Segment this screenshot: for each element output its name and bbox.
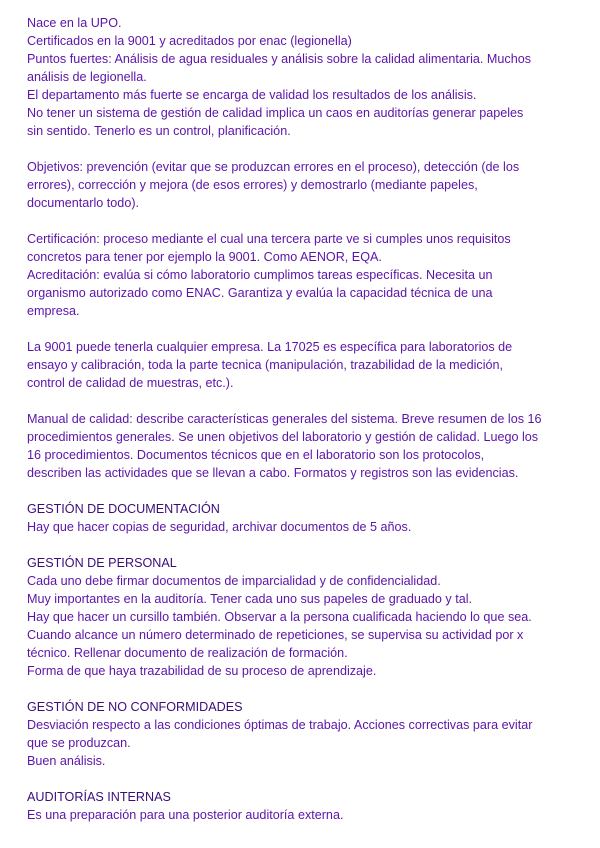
text-line: Acreditación: evalúa si cómo laboratorio cumplimos tareas específicas. Necesita un	[27, 268, 493, 282]
text-line: concretos para tener por ejemplo la 9001. Como AENOR, EQA.	[27, 250, 382, 264]
text-line: 16 procedimientos. Documentos técnicos que en el laboratorio son los protocolos,	[27, 448, 485, 462]
document-body	[27, 14, 587, 824]
text-line: No tener un sistema de gestión de calidad implica un caos en auditorías generar papeles	[27, 106, 524, 120]
paragraph-gap	[27, 536, 587, 554]
paragraph-gap	[27, 320, 587, 338]
paragraph-gap	[27, 770, 587, 788]
text-line: Muy importantes en la auditoría. Tener cada uno sus papeles de graduado y tal.	[27, 592, 473, 606]
paragraph-gap	[27, 482, 587, 500]
section-heading-personal: GESTIÓN DE PERSONAL	[27, 556, 177, 570]
text-line: análisis de legionella.	[27, 70, 147, 84]
paragraph-gap	[27, 680, 587, 698]
text-line: Certificados en la 9001 y acreditados por enac (legionella)	[27, 34, 352, 48]
text-line: La 9001 puede tenerla cualquier empresa. La 17025 es específica para laboratorios de	[27, 340, 513, 354]
text-line: sin sentido. Tenerlo es un control, planificación.	[27, 124, 291, 138]
section-heading-auditorias: AUDITORÍAS INTERNAS	[27, 790, 171, 804]
text-line: Hay que hacer un cursillo también. Observar a la persona cualificada haciendo lo que sea.	[27, 610, 532, 624]
text-line: que se produzcan.	[27, 736, 131, 750]
text-line: Cada uno debe firmar documentos de imparcialidad y de confidencialidad.	[27, 574, 441, 588]
section-heading-no-conformidades: GESTIÓN DE NO CONFORMIDADES	[27, 700, 243, 714]
text-line: documentarlo todo).	[27, 196, 140, 210]
text-line: describen las actividades que se llevan a cabo. Formatos y registros son las evidencias.	[27, 466, 519, 480]
text-line: Desviación respecto a las condiciones óptimas de trabajo. Acciones correctivas para evitar	[27, 718, 533, 732]
text-line: Buen análisis.	[27, 754, 106, 768]
text-line: Nace en la UPO.	[27, 16, 122, 30]
text-line: Manual de calidad: describe características generales del sistema. Breve resumen de los 16	[27, 412, 542, 426]
text-line: Hay que hacer copias de seguridad, archivar documentos de 5 años.	[27, 520, 412, 534]
text-line: Puntos fuertes: Análisis de agua residuales y análisis sobre la calidad alimentaria. Muchos	[27, 52, 532, 66]
text-line: errores), corrección y mejora (de esos errores) y demostrarlo (mediante papeles,	[27, 178, 478, 192]
text-line: organismo autorizado como ENAC. Garantiza y evalúa la capacidad técnica de una	[27, 286, 493, 300]
text-line: procedimientos generales. Se unen objetivos del laboratorio y gestión de calidad. Luego los	[27, 430, 539, 444]
text-line: técnico. Rellenar documento de realización de formación.	[27, 646, 348, 660]
text-line: ensayo y calibración, toda la parte tecnica (manipulación, trazabilidad de la medición,	[27, 358, 504, 372]
text-line: Forma de que haya trazabilidad de su proceso de aprendizaje.	[27, 664, 377, 678]
text-line: Es una preparación para una posterior auditoría externa.	[27, 808, 344, 822]
section-heading-documentacion: GESTIÓN DE DOCUMENTACIÓN	[27, 502, 220, 516]
text-line: Objetivos: prevención (evitar que se produzcan errores en el proceso), detección (de los	[27, 160, 520, 174]
text-line: empresa.	[27, 304, 80, 318]
text-line: Certificación: proceso mediante el cual una tercera parte ve si cumples unos requisitos	[27, 232, 511, 246]
paragraph-gap	[27, 392, 587, 410]
paragraph-gap	[27, 212, 587, 230]
text-line: El departamento más fuerte se encarga de validad los resultados de los análisis.	[27, 88, 477, 102]
text-line: Cuando alcance un número determinado de repeticiones, se supervisa su actividad por x	[27, 628, 524, 642]
text-line: control de calidad de muestras, etc.).	[27, 376, 234, 390]
paragraph-gap	[27, 140, 587, 158]
